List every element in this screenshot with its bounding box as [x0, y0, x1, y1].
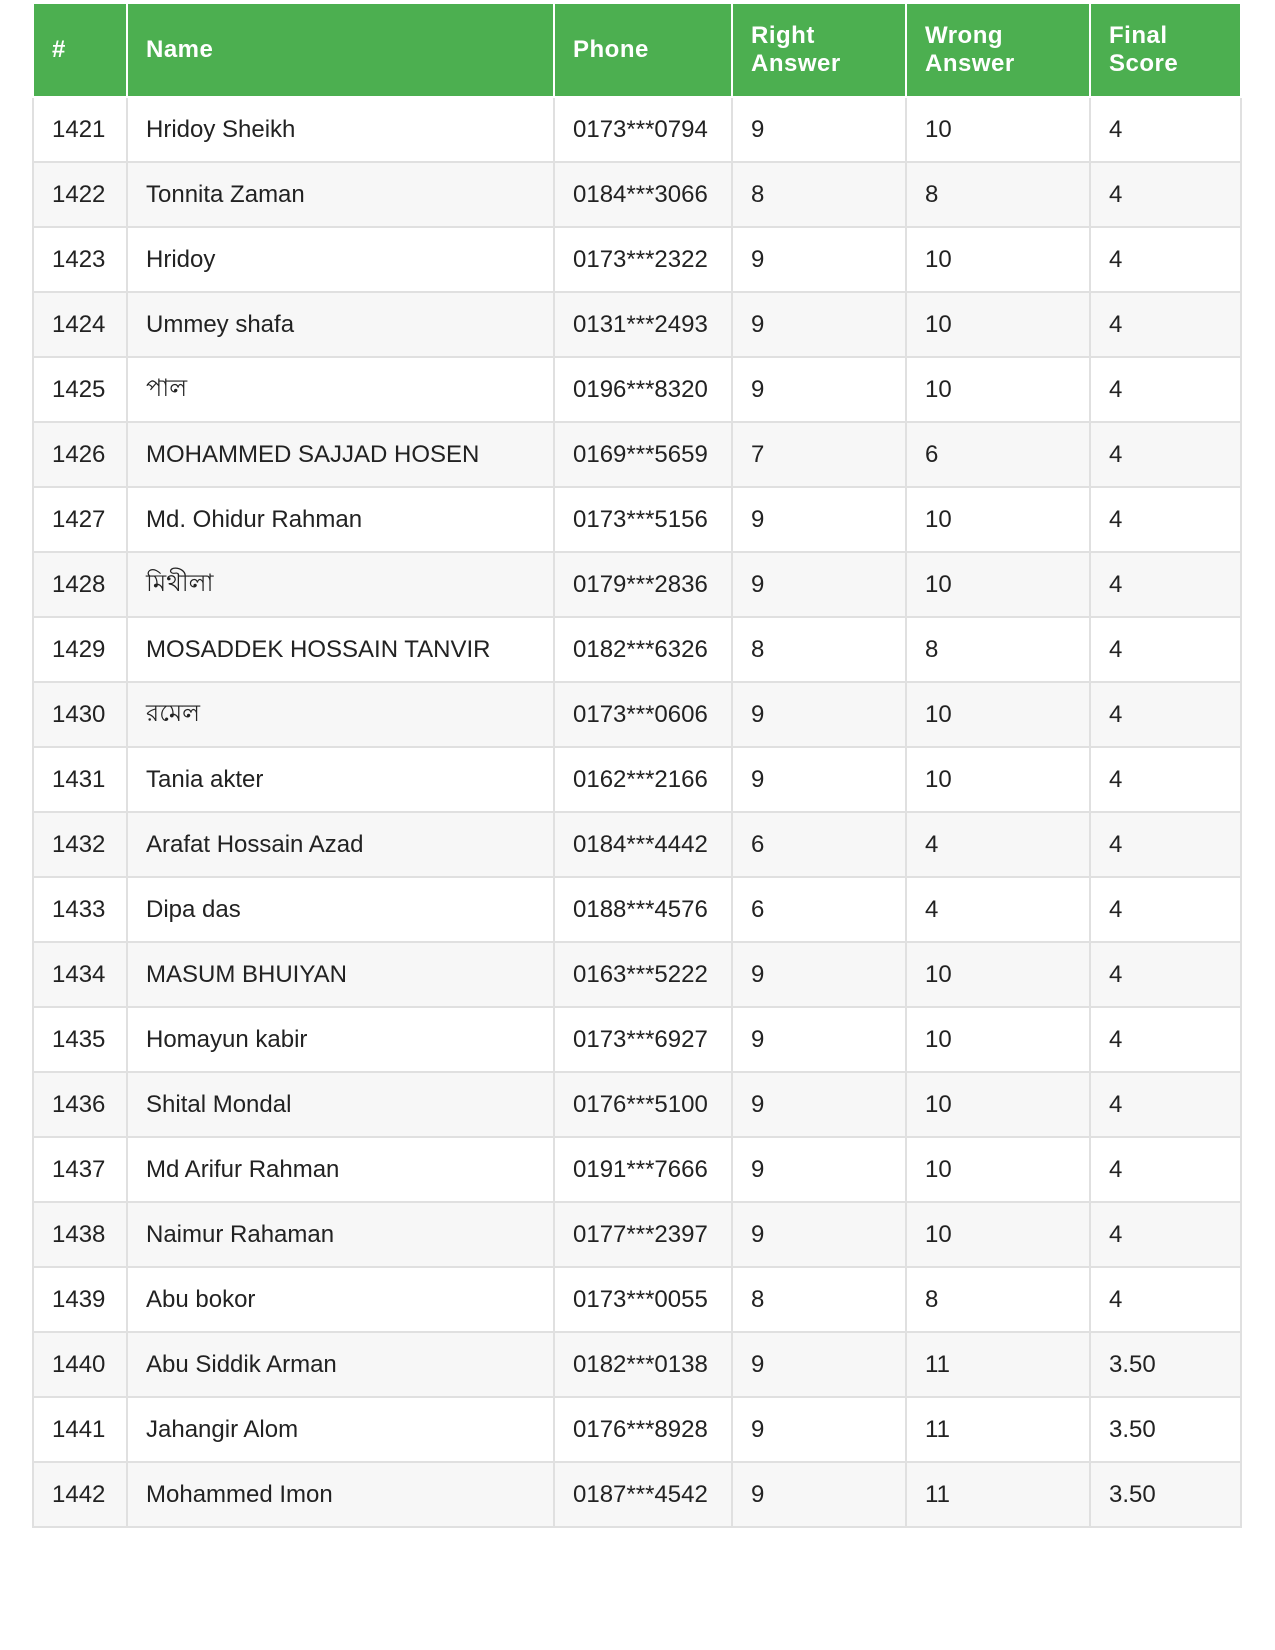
cell-wrong-answer: 10 [906, 1202, 1090, 1267]
cell-number: 1428 [33, 552, 127, 617]
cell-name: Homayun kabir [127, 1007, 554, 1072]
cell-wrong-answer: 8 [906, 162, 1090, 227]
cell-right-answer: 9 [732, 227, 906, 292]
cell-right-answer: 9 [732, 942, 906, 1007]
cell-phone: 0173***0794 [554, 97, 732, 162]
cell-right-answer: 8 [732, 162, 906, 227]
table-row [33, 97, 1241, 162]
cell-final-score: 4 [1090, 1202, 1241, 1267]
cell-name: Abu Siddik Arman [127, 1332, 554, 1397]
cell-final-score: 4 [1090, 552, 1241, 617]
cell-wrong-answer: 10 [906, 97, 1090, 162]
cell-right-answer: 9 [732, 292, 906, 357]
table-row [33, 1397, 1241, 1462]
cell-wrong-answer: 10 [906, 682, 1090, 747]
cell-phone: 0187***4542 [554, 1462, 732, 1527]
header-final-score: Final Score [1090, 3, 1241, 97]
cell-right-answer: 9 [732, 1007, 906, 1072]
cell-wrong-answer: 10 [906, 942, 1090, 1007]
cell-right-answer: 9 [732, 1072, 906, 1137]
cell-number: 1439 [33, 1267, 127, 1332]
table-row [33, 422, 1241, 487]
cell-final-score: 4 [1090, 1267, 1241, 1332]
header-row [33, 3, 1241, 97]
table-row [33, 487, 1241, 552]
header-name: Name [127, 3, 554, 97]
table-row [33, 1072, 1241, 1137]
cell-name: Md. Ohidur Rahman [127, 487, 554, 552]
cell-right-answer: 8 [732, 1267, 906, 1332]
header-number: # [33, 3, 127, 97]
cell-name: MOSADDEK HOSSAIN TANVIR [127, 617, 554, 682]
cell-name: Dipa das [127, 877, 554, 942]
cell-name: Mohammed Imon [127, 1462, 554, 1527]
cell-number: 1438 [33, 1202, 127, 1267]
cell-right-answer: 9 [732, 97, 906, 162]
cell-wrong-answer: 11 [906, 1397, 1090, 1462]
cell-phone: 0182***6326 [554, 617, 732, 682]
cell-final-score: 4 [1090, 1007, 1241, 1072]
cell-phone: 0176***5100 [554, 1072, 732, 1137]
table-row [33, 617, 1241, 682]
cell-phone: 0173***5156 [554, 487, 732, 552]
table-row [33, 1462, 1241, 1527]
cell-final-score: 4 [1090, 1137, 1241, 1202]
cell-wrong-answer: 10 [906, 1007, 1090, 1072]
cell-wrong-answer: 10 [906, 292, 1090, 357]
cell-phone: 0188***4576 [554, 877, 732, 942]
cell-phone: 0169***5659 [554, 422, 732, 487]
cell-final-score: 4 [1090, 487, 1241, 552]
cell-final-score: 4 [1090, 357, 1241, 422]
cell-number: 1440 [33, 1332, 127, 1397]
cell-right-answer: 9 [732, 487, 906, 552]
cell-phone: 0191***7666 [554, 1137, 732, 1202]
cell-wrong-answer: 6 [906, 422, 1090, 487]
cell-wrong-answer: 10 [906, 357, 1090, 422]
cell-phone: 0184***3066 [554, 162, 732, 227]
cell-wrong-answer: 10 [906, 747, 1090, 812]
cell-name: Abu bokor [127, 1267, 554, 1332]
cell-phone: 0176***8928 [554, 1397, 732, 1462]
cell-final-score: 4 [1090, 227, 1241, 292]
cell-wrong-answer: 4 [906, 877, 1090, 942]
cell-right-answer: 6 [732, 812, 906, 877]
cell-number: 1433 [33, 877, 127, 942]
cell-name: Shital Mondal [127, 1072, 554, 1137]
cell-wrong-answer: 10 [906, 552, 1090, 617]
cell-number: 1427 [33, 487, 127, 552]
cell-phone: 0184***4442 [554, 812, 732, 877]
cell-final-score: 4 [1090, 617, 1241, 682]
table-row [33, 292, 1241, 357]
cell-number: 1431 [33, 747, 127, 812]
cell-phone: 0173***2322 [554, 227, 732, 292]
cell-number: 1442 [33, 1462, 127, 1527]
cell-number: 1435 [33, 1007, 127, 1072]
cell-wrong-answer: 10 [906, 227, 1090, 292]
cell-number: 1424 [33, 292, 127, 357]
cell-name: পাল [127, 357, 554, 422]
cell-name: Arafat Hossain Azad [127, 812, 554, 877]
cell-final-score: 4 [1090, 877, 1241, 942]
cell-number: 1430 [33, 682, 127, 747]
table-row [33, 1267, 1241, 1332]
cell-phone: 0163***5222 [554, 942, 732, 1007]
cell-final-score: 4 [1090, 942, 1241, 1007]
cell-name: Md Arifur Rahman [127, 1137, 554, 1202]
cell-number: 1421 [33, 97, 127, 162]
cell-right-answer: 9 [732, 1462, 906, 1527]
cell-wrong-answer: 10 [906, 1072, 1090, 1137]
cell-right-answer: 9 [732, 1397, 906, 1462]
table-header [33, 3, 1241, 97]
cell-wrong-answer: 11 [906, 1332, 1090, 1397]
cell-final-score: 4 [1090, 682, 1241, 747]
cell-wrong-answer: 10 [906, 1137, 1090, 1202]
table-row [33, 227, 1241, 292]
results-table [32, 2, 1242, 1528]
cell-right-answer: 7 [732, 422, 906, 487]
cell-phone: 0131***2493 [554, 292, 732, 357]
cell-wrong-answer: 10 [906, 487, 1090, 552]
cell-phone: 0182***0138 [554, 1332, 732, 1397]
cell-right-answer: 8 [732, 617, 906, 682]
cell-number: 1434 [33, 942, 127, 1007]
table-row [33, 1332, 1241, 1397]
cell-number: 1432 [33, 812, 127, 877]
cell-right-answer: 9 [732, 1332, 906, 1397]
cell-final-score: 3.50 [1090, 1397, 1241, 1462]
table-row [33, 942, 1241, 1007]
cell-number: 1429 [33, 617, 127, 682]
table-row [33, 552, 1241, 617]
table-row [33, 682, 1241, 747]
cell-right-answer: 6 [732, 877, 906, 942]
cell-name: Ummey shafa [127, 292, 554, 357]
cell-final-score: 4 [1090, 292, 1241, 357]
cell-final-score: 3.50 [1090, 1332, 1241, 1397]
cell-number: 1437 [33, 1137, 127, 1202]
cell-wrong-answer: 8 [906, 617, 1090, 682]
cell-phone: 0173***0055 [554, 1267, 732, 1332]
table-row [33, 162, 1241, 227]
cell-number: 1422 [33, 162, 127, 227]
cell-number: 1441 [33, 1397, 127, 1462]
cell-name: রমেল [127, 682, 554, 747]
cell-wrong-answer: 8 [906, 1267, 1090, 1332]
cell-final-score: 4 [1090, 812, 1241, 877]
cell-right-answer: 9 [732, 682, 906, 747]
header-right-answer: Right Answer [732, 3, 906, 97]
cell-final-score: 3.50 [1090, 1462, 1241, 1527]
cell-wrong-answer: 11 [906, 1462, 1090, 1527]
cell-name: Naimur Rahaman [127, 1202, 554, 1267]
cell-right-answer: 9 [732, 357, 906, 422]
table-row [33, 1007, 1241, 1072]
cell-right-answer: 9 [732, 1137, 906, 1202]
table-row [33, 747, 1241, 812]
cell-right-answer: 9 [732, 1202, 906, 1267]
cell-phone: 0177***2397 [554, 1202, 732, 1267]
cell-phone: 0196***8320 [554, 357, 732, 422]
cell-name: Hridoy [127, 227, 554, 292]
cell-phone: 0173***0606 [554, 682, 732, 747]
table-row [33, 357, 1241, 422]
cell-right-answer: 9 [732, 747, 906, 812]
cell-name: মিথীলা [127, 552, 554, 617]
cell-final-score: 4 [1090, 162, 1241, 227]
table-row [33, 877, 1241, 942]
header-phone: Phone [554, 3, 732, 97]
cell-name: MOHAMMED SAJJAD HOSEN [127, 422, 554, 487]
cell-name: Hridoy Sheikh [127, 97, 554, 162]
cell-phone: 0162***2166 [554, 747, 732, 812]
cell-number: 1436 [33, 1072, 127, 1137]
cell-name: Tania akter [127, 747, 554, 812]
cell-number: 1423 [33, 227, 127, 292]
cell-phone: 0179***2836 [554, 552, 732, 617]
cell-name: MASUM BHUIYAN [127, 942, 554, 1007]
table-body [33, 97, 1241, 1527]
cell-number: 1425 [33, 357, 127, 422]
cell-final-score: 4 [1090, 1072, 1241, 1137]
cell-final-score: 4 [1090, 422, 1241, 487]
cell-phone: 0173***6927 [554, 1007, 732, 1072]
cell-final-score: 4 [1090, 97, 1241, 162]
cell-name: Jahangir Alom [127, 1397, 554, 1462]
cell-number: 1426 [33, 422, 127, 487]
cell-wrong-answer: 4 [906, 812, 1090, 877]
table-row [33, 1202, 1241, 1267]
table-row [33, 812, 1241, 877]
cell-right-answer: 9 [732, 552, 906, 617]
cell-name: Tonnita Zaman [127, 162, 554, 227]
cell-final-score: 4 [1090, 747, 1241, 812]
table-row [33, 1137, 1241, 1202]
header-wrong-answer: Wrong Answer [906, 3, 1090, 97]
